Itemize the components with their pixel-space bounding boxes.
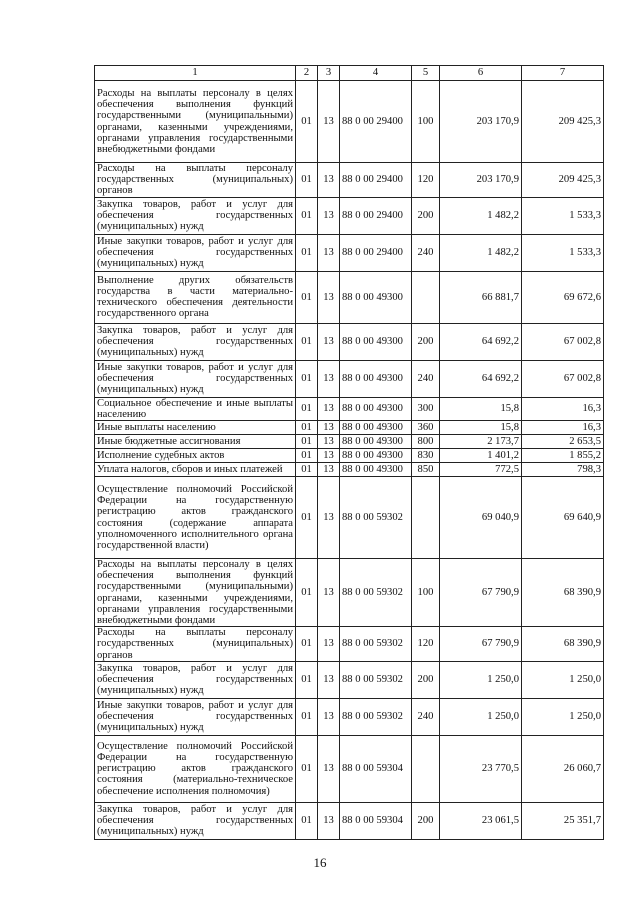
amount-year-1: 69 040,9 bbox=[440, 477, 522, 559]
column-header: 3 bbox=[318, 66, 340, 81]
subsection-code: 13 bbox=[318, 802, 340, 839]
amount-year-1: 772,5 bbox=[440, 463, 522, 477]
expense-type-code: 120 bbox=[412, 627, 440, 662]
table-row bbox=[95, 661, 604, 698]
amount-year-1: 1 482,2 bbox=[440, 234, 522, 271]
column-header: 7 bbox=[522, 66, 604, 81]
expense-type-code: 100 bbox=[412, 559, 440, 627]
expense-item-name: Социальное обеспечение и иные выплаты населению bbox=[95, 397, 296, 420]
table-row bbox=[95, 323, 604, 360]
amount-year-1: 67 790,9 bbox=[440, 559, 522, 627]
amount-year-2: 1 533,3 bbox=[522, 197, 604, 234]
amount-year-2: 68 390,9 bbox=[522, 559, 604, 627]
amount-year-2: 68 390,9 bbox=[522, 627, 604, 662]
target-article-code: 88 0 00 59304 bbox=[340, 802, 412, 839]
expense-item-name: Расходы на выплаты персоналу государственных (муниципальных) органов bbox=[95, 163, 296, 198]
target-article-code: 88 0 00 29400 bbox=[340, 163, 412, 198]
expense-item-name: Закупка товаров, работ и услуг для обеспечения государственных (муниципальных) нужд bbox=[95, 661, 296, 698]
amount-year-1: 64 692,2 bbox=[440, 360, 522, 397]
expense-item-name: Закупка товаров, работ и услуг для обеспечения государственных (муниципальных) нужд bbox=[95, 323, 296, 360]
subsection-code: 13 bbox=[318, 449, 340, 463]
target-article-code: 88 0 00 29400 bbox=[340, 234, 412, 271]
amount-year-1: 1 250,0 bbox=[440, 698, 522, 735]
amount-year-1: 23 061,5 bbox=[440, 802, 522, 839]
expense-item-name: Выполнение других обязательств государства в части материально-технического обеспечения деятельности государственного органа bbox=[95, 271, 296, 323]
subsection-code: 13 bbox=[318, 197, 340, 234]
amount-year-1: 1 401,2 bbox=[440, 449, 522, 463]
subsection-code: 13 bbox=[318, 627, 340, 662]
amount-year-2: 67 002,8 bbox=[522, 360, 604, 397]
section-code: 01 bbox=[296, 323, 318, 360]
target-article-code: 88 0 00 59302 bbox=[340, 627, 412, 662]
expense-item-name: Иные закупки товаров, работ и услуг для обеспечения государственных (муниципальных) нужд bbox=[95, 234, 296, 271]
budget-table bbox=[94, 65, 604, 840]
expense-item-name: Уплата налогов, сборов и иных платежей bbox=[95, 463, 296, 477]
expense-item-name: Расходы на выплаты персоналу государственных (муниципальных) органов bbox=[95, 627, 296, 662]
section-code: 01 bbox=[296, 360, 318, 397]
amount-year-2: 16,3 bbox=[522, 397, 604, 420]
target-article-code: 88 0 00 49300 bbox=[340, 421, 412, 435]
subsection-code: 13 bbox=[318, 735, 340, 802]
amount-year-2: 798,3 bbox=[522, 463, 604, 477]
amount-year-1: 66 881,7 bbox=[440, 271, 522, 323]
target-article-code: 88 0 00 59304 bbox=[340, 735, 412, 802]
expense-item-name: Иные закупки товаров, работ и услуг для обеспечения государственных (муниципальных) нужд bbox=[95, 698, 296, 735]
expense-type-code: 830 bbox=[412, 449, 440, 463]
section-code: 01 bbox=[296, 698, 318, 735]
amount-year-2: 69 640,9 bbox=[522, 477, 604, 559]
section-code: 01 bbox=[296, 661, 318, 698]
amount-year-1: 1 482,2 bbox=[440, 197, 522, 234]
amount-year-1: 203 170,9 bbox=[440, 163, 522, 198]
subsection-code: 13 bbox=[318, 435, 340, 449]
amount-year-2: 1 855,2 bbox=[522, 449, 604, 463]
expense-item-name: Расходы на выплаты персоналу в целях обеспечения выполнения функций государственными (муниципальными) органами, казенными учреждениями, органами управления государственными внебюджетными фондами bbox=[95, 81, 296, 163]
expense-item-name: Закупка товаров, работ и услуг для обеспечения государственных (муниципальных) нужд bbox=[95, 197, 296, 234]
table-row bbox=[95, 163, 604, 198]
amount-year-2: 209 425,3 bbox=[522, 81, 604, 163]
table-row bbox=[95, 559, 604, 627]
page-number: 16 bbox=[313, 855, 327, 870]
target-article-code: 88 0 00 49300 bbox=[340, 323, 412, 360]
expense-item-name: Иные закупки товаров, работ и услуг для обеспечения государственных (муниципальных) нужд bbox=[95, 360, 296, 397]
expense-type-code: 240 bbox=[412, 698, 440, 735]
table-row bbox=[95, 698, 604, 735]
amount-year-2: 67 002,8 bbox=[522, 323, 604, 360]
amount-year-2: 69 672,6 bbox=[522, 271, 604, 323]
table-row bbox=[95, 627, 604, 662]
table-row bbox=[95, 81, 604, 163]
target-article-code: 88 0 00 29400 bbox=[340, 81, 412, 163]
amount-year-1: 203 170,9 bbox=[440, 81, 522, 163]
subsection-code: 13 bbox=[318, 477, 340, 559]
expense-type-code bbox=[412, 735, 440, 802]
table-row bbox=[95, 421, 604, 435]
table-row bbox=[95, 397, 604, 420]
table-row bbox=[95, 435, 604, 449]
subsection-code: 13 bbox=[318, 698, 340, 735]
expense-item-name: Осуществление полномочий Российской Федерации на государственную регистрацию актов гражданского состояния (содержание аппарата уполномоченного исполнительного органа государственной власти) bbox=[95, 477, 296, 559]
column-header: 5 bbox=[412, 66, 440, 81]
subsection-code: 13 bbox=[318, 81, 340, 163]
section-code: 01 bbox=[296, 477, 318, 559]
target-article-code: 88 0 00 29400 bbox=[340, 197, 412, 234]
table-row bbox=[95, 449, 604, 463]
subsection-code: 13 bbox=[318, 271, 340, 323]
subsection-code: 13 bbox=[318, 463, 340, 477]
expense-type-code: 800 bbox=[412, 435, 440, 449]
amount-year-2: 26 060,7 bbox=[522, 735, 604, 802]
expense-type-code: 200 bbox=[412, 661, 440, 698]
subsection-code: 13 bbox=[318, 421, 340, 435]
expense-item-name: Исполнение судебных актов bbox=[95, 449, 296, 463]
expense-item-name: Осуществление полномочий Российской Федерации на государственную регистрацию актов гражданского состояния (материально-техническое обеспечение исполнения полномочия) bbox=[95, 735, 296, 802]
subsection-code: 13 bbox=[318, 323, 340, 360]
expense-type-code bbox=[412, 271, 440, 323]
amount-year-2: 209 425,3 bbox=[522, 163, 604, 198]
target-article-code: 88 0 00 59302 bbox=[340, 559, 412, 627]
expense-type-code: 100 bbox=[412, 81, 440, 163]
target-article-code: 88 0 00 49300 bbox=[340, 360, 412, 397]
column-header: 1 bbox=[95, 66, 296, 81]
expense-item-name: Иные выплаты населению bbox=[95, 421, 296, 435]
target-article-code: 88 0 00 59302 bbox=[340, 698, 412, 735]
section-code: 01 bbox=[296, 802, 318, 839]
amount-year-1: 64 692,2 bbox=[440, 323, 522, 360]
subsection-code: 13 bbox=[318, 163, 340, 198]
target-article-code: 88 0 00 49300 bbox=[340, 435, 412, 449]
expense-type-code: 360 bbox=[412, 421, 440, 435]
expense-item-name: Расходы на выплаты персоналу в целях обеспечения выполнения функций государственными (муниципальными) органами, казенными учреждениями, органами управления государственными внебюджетными фондами bbox=[95, 559, 296, 627]
table-row bbox=[95, 802, 604, 839]
section-code: 01 bbox=[296, 463, 318, 477]
amount-year-1: 2 173,7 bbox=[440, 435, 522, 449]
amount-year-2: 2 653,5 bbox=[522, 435, 604, 449]
subsection-code: 13 bbox=[318, 360, 340, 397]
section-code: 01 bbox=[296, 735, 318, 802]
section-code: 01 bbox=[296, 627, 318, 662]
target-article-code: 88 0 00 49300 bbox=[340, 463, 412, 477]
expense-item-name: Закупка товаров, работ и услуг для обеспечения государственных (муниципальных) нужд bbox=[95, 802, 296, 839]
section-code: 01 bbox=[296, 559, 318, 627]
table-row bbox=[95, 735, 604, 802]
column-header: 2 bbox=[296, 66, 318, 81]
expense-type-code: 120 bbox=[412, 163, 440, 198]
expense-type-code: 240 bbox=[412, 234, 440, 271]
expense-item-name: Иные бюджетные ассигнования bbox=[95, 435, 296, 449]
target-article-code: 88 0 00 49300 bbox=[340, 449, 412, 463]
table-row bbox=[95, 197, 604, 234]
section-code: 01 bbox=[296, 449, 318, 463]
amount-year-1: 23 770,5 bbox=[440, 735, 522, 802]
subsection-code: 13 bbox=[318, 234, 340, 271]
target-article-code: 88 0 00 59302 bbox=[340, 661, 412, 698]
subsection-code: 13 bbox=[318, 559, 340, 627]
section-code: 01 bbox=[296, 397, 318, 420]
table-row bbox=[95, 477, 604, 559]
expense-type-code: 200 bbox=[412, 802, 440, 839]
table-row bbox=[95, 234, 604, 271]
section-code: 01 bbox=[296, 271, 318, 323]
section-code: 01 bbox=[296, 234, 318, 271]
column-number-header-row bbox=[95, 66, 604, 81]
subsection-code: 13 bbox=[318, 661, 340, 698]
amount-year-2: 16,3 bbox=[522, 421, 604, 435]
table-row bbox=[95, 360, 604, 397]
section-code: 01 bbox=[296, 421, 318, 435]
table-row bbox=[95, 271, 604, 323]
expense-type-code: 300 bbox=[412, 397, 440, 420]
section-code: 01 bbox=[296, 163, 318, 198]
column-header: 6 bbox=[440, 66, 522, 81]
section-code: 01 bbox=[296, 197, 318, 234]
target-article-code: 88 0 00 59302 bbox=[340, 477, 412, 559]
expense-type-code: 850 bbox=[412, 463, 440, 477]
subsection-code: 13 bbox=[318, 397, 340, 420]
column-header: 4 bbox=[340, 66, 412, 81]
section-code: 01 bbox=[296, 435, 318, 449]
target-article-code: 88 0 00 49300 bbox=[340, 271, 412, 323]
amount-year-2: 1 250,0 bbox=[522, 698, 604, 735]
target-article-code: 88 0 00 49300 bbox=[340, 397, 412, 420]
amount-year-1: 15,8 bbox=[440, 397, 522, 420]
expense-type-code: 240 bbox=[412, 360, 440, 397]
section-code: 01 bbox=[296, 81, 318, 163]
table-row bbox=[95, 463, 604, 477]
expense-type-code: 200 bbox=[412, 323, 440, 360]
amount-year-2: 1 250,0 bbox=[522, 661, 604, 698]
amount-year-1: 15,8 bbox=[440, 421, 522, 435]
amount-year-1: 67 790,9 bbox=[440, 627, 522, 662]
expense-type-code bbox=[412, 477, 440, 559]
amount-year-2: 1 533,3 bbox=[522, 234, 604, 271]
amount-year-2: 25 351,7 bbox=[522, 802, 604, 839]
expense-type-code: 200 bbox=[412, 197, 440, 234]
amount-year-1: 1 250,0 bbox=[440, 661, 522, 698]
